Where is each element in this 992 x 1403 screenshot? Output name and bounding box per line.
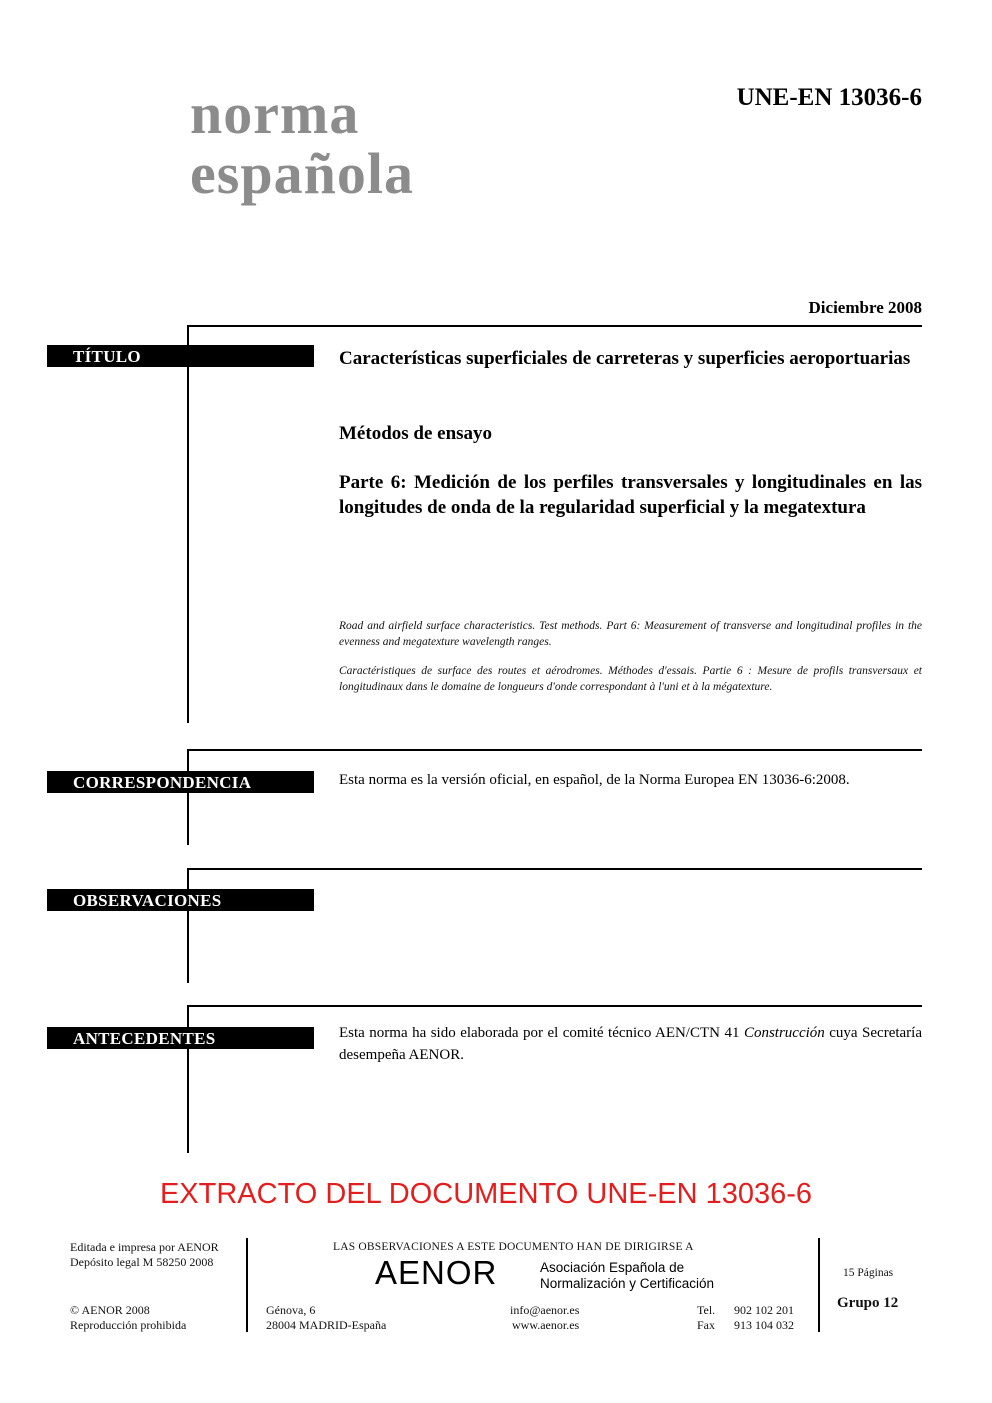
footer-street: Génova, 6	[266, 1303, 316, 1317]
standard-code: UNE-EN 13036-6	[736, 84, 922, 111]
organization-name-line2: Normalización y Certificación	[540, 1276, 715, 1291]
section-label-antecedentes: ANTECEDENTES	[47, 1027, 314, 1049]
brand-line-espanola: española	[190, 141, 414, 206]
footer-divider-left	[246, 1238, 248, 1332]
french-title: Caractéristiques de surface des routes et aérodromes. Méthodes d'essais. Partie 6 : Mesure de profils transversaux et longitudinaux dans le domaine de longueurs d'onde correspondant à l'uni et à la mégatexture.	[339, 665, 922, 693]
main-title: Características superficiales de carreteras y superficies aeroportuarias	[339, 348, 911, 369]
section-label-correspondencia: CORRESPONDENCIA	[47, 771, 314, 793]
footer-fax: 913 104 032	[734, 1318, 794, 1332]
footer-city: 28004 MADRID-España	[266, 1318, 387, 1332]
correspondencia-text: Esta norma es la versión oficial, en español, de la Norma Europea EN 13036-6:2008.	[339, 772, 850, 788]
committee-name: Construcción	[743, 1025, 825, 1041]
section-label-titulo: TÍTULO	[47, 345, 314, 367]
antecedentes-text	[339, 1022, 922, 1066]
extract-banner: EXTRACTO DEL DOCUMENTO UNE-EN 13036-6	[159, 1178, 813, 1210]
publication-date: Diciembre 2008	[808, 298, 922, 317]
antecedentes-text-start: Esta norma ha sido elaborada por el comité técnico AEN/CTN 41	[339, 1025, 744, 1041]
section-divider-observaciones	[187, 868, 922, 870]
footer-web[interactable]: www.aenor.es	[512, 1318, 580, 1332]
page-count: 15 Páginas	[843, 1267, 894, 1279]
section-label-observaciones: OBSERVACIONES	[47, 889, 314, 911]
organization-name	[540, 1260, 714, 1292]
section-rule-observaciones	[187, 868, 189, 983]
section-divider-correspondencia	[187, 749, 922, 751]
subtitle: Métodos de ensayo	[339, 423, 493, 444]
section-divider-antecedentes	[187, 1005, 922, 1007]
footer-edited: Editada e impresa por AENOR	[70, 1240, 219, 1254]
price-group: Grupo 12	[837, 1295, 899, 1311]
footer-reproduction: Reproducción prohibida	[70, 1318, 187, 1332]
section-divider-titulo	[187, 325, 922, 327]
antecedentes-text-end: cuya Secretaría desempeña AENOR.	[339, 1025, 922, 1063]
footer-fax-label: Fax	[697, 1318, 715, 1332]
organization-name-line1: Asociación Española de	[540, 1260, 685, 1275]
footer-deposit: Depósito legal M 58250 2008	[70, 1255, 214, 1269]
footer-tel: 902 102 201	[734, 1303, 794, 1317]
footer-observations-note: LAS OBSERVACIONES A ESTE DOCUMENTO HAN DE DIRIGIRSE A	[333, 1241, 694, 1253]
part-title: Parte 6: Medición de los perfiles transversales y longitudinales en las longitudes de onda de la regularidad superficial y la megatextura	[339, 472, 922, 518]
brand-line-norma: norma	[190, 81, 360, 146]
footer-email[interactable]: info@aenor.es	[510, 1303, 580, 1317]
footer-divider-right	[818, 1238, 820, 1332]
footer-copyright: © AENOR 2008	[70, 1303, 150, 1317]
section-rule-titulo	[187, 325, 189, 723]
section-rule-correspondencia	[187, 749, 189, 845]
english-title: Road and airfield surface characteristics. Test methods. Part 6: Measurement of transverse and longitudinal profiles in the evenness and megatexture wavelength ranges.	[339, 620, 922, 648]
aenor-logo: AENOR	[375, 1254, 498, 1291]
footer-tel-label: Tel.	[697, 1303, 716, 1317]
